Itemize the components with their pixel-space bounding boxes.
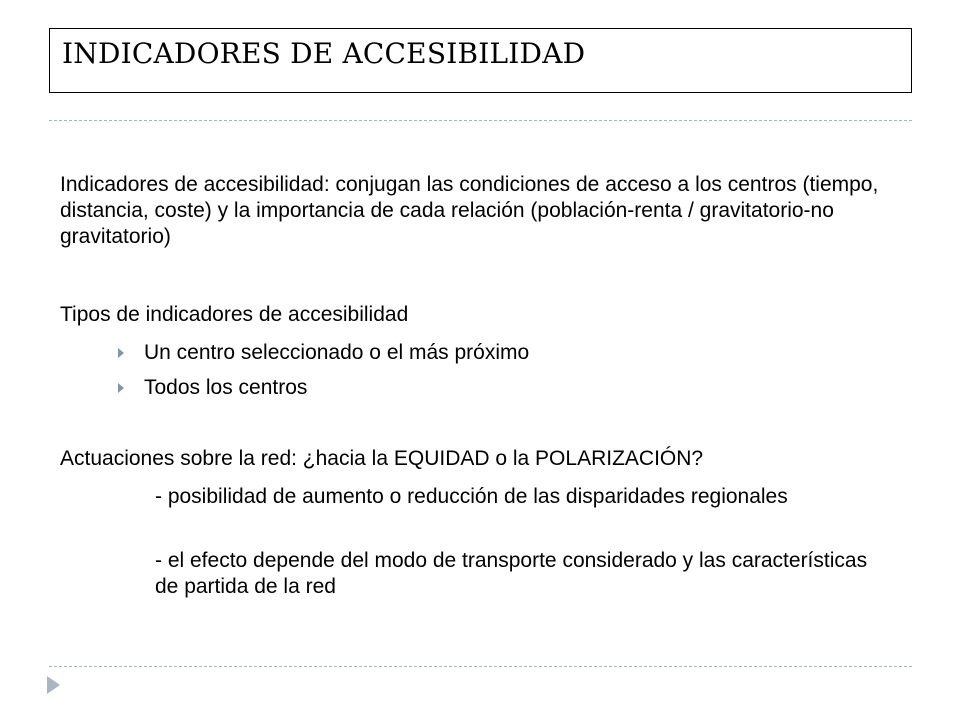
actions-heading: Actuaciones sobre la red: ¿hacia la EQUIDAD o la POLARIZACIÓN? [60,447,704,470]
slide-title: INDICADORES DE ACCESIBILIDAD [62,37,586,70]
triangle-right-icon [47,676,60,694]
triangle-right-icon [118,348,124,358]
bullet-item [118,375,307,401]
intro-paragraph: Indicadores de accesibilidad: conjugan las condiciones de acceso a los centros (tiempo, distancia, coste) y la importancia de cada relación (población-renta / gravitatorio-no gravitatorio) [60,173,879,248]
title-box [49,28,912,93]
bullet-text: Todos los centros [144,376,308,399]
triangle-right-icon [118,383,124,393]
bullet-item [118,340,529,366]
top-divider [49,120,912,121]
action-item: - posibilidad de aumento o reducción de las disparidades regionales [155,485,788,508]
bullet-text: Un centro seleccionado o el más próximo [144,341,530,364]
bottom-divider [49,666,912,667]
types-heading: Tipos de indicadores de accesibilidad [60,303,409,326]
action-item: - el efecto depende del modo de transporte considerado y las características de partida de la red [155,549,868,598]
